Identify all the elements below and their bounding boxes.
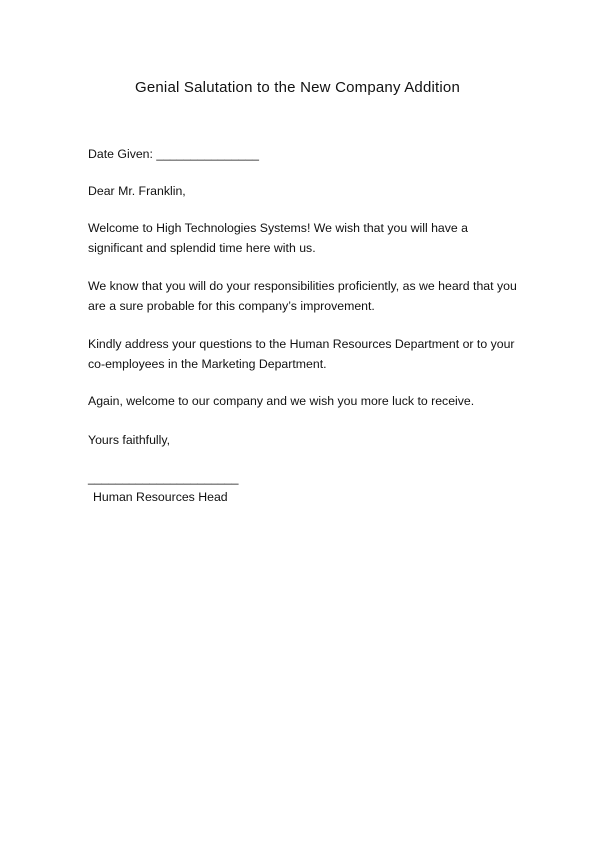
- date-given-line: [88, 144, 518, 164]
- paragraph-responsibilities: We know that you will do your responsibilities proficiently, as we heard that you are a sure probable for this company’s improvement.: [88, 279, 517, 313]
- paragraph-again-welcome: Again, welcome to our company and we wish you more luck to receive.: [88, 394, 475, 408]
- paragraph-welcome: Welcome to High Technologies Systems! We wish that you will have a significant and splendid time here with us.: [88, 221, 469, 255]
- paragraph-questions: Kindly address your questions to the Human Resources Department or to your co-employees in the Marketing Department.: [88, 337, 515, 371]
- signature-title: Human Resources Head: [93, 490, 228, 504]
- salutation: Dear Mr. Franklin,: [88, 184, 186, 198]
- date-given-label: Date Given:: [88, 147, 153, 161]
- signature-line: ______________________: [88, 471, 239, 485]
- date-given-blank: _______________: [156, 147, 259, 161]
- letter-title: Genial Salutation to the New Company Addition: [134, 79, 461, 96]
- closing: Yours faithfully,: [88, 433, 171, 447]
